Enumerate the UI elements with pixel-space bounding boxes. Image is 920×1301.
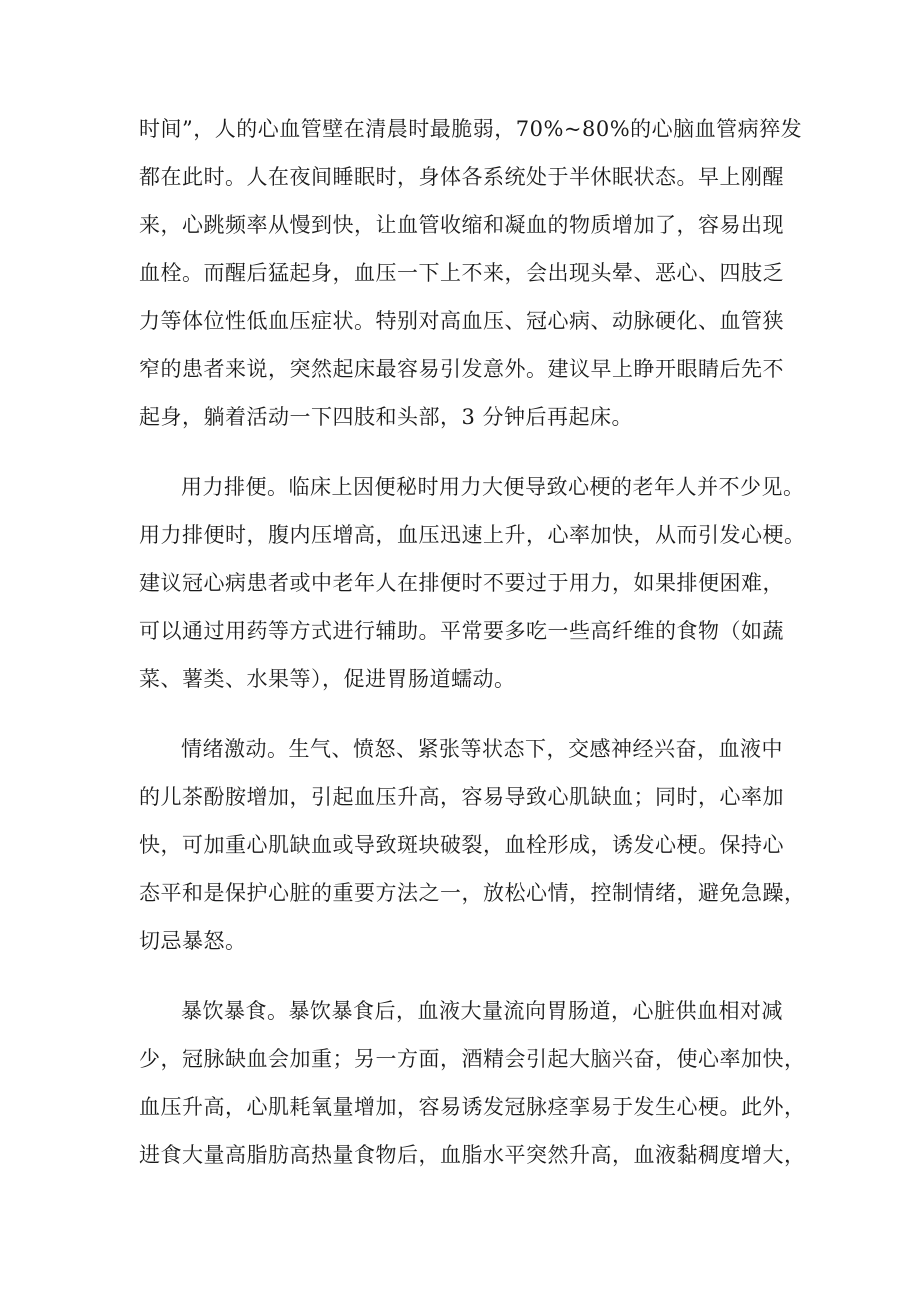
text-line: 来，心跳频率从慢到快，让血管收缩和凝血的物质增加了，容易出现 — [139, 213, 784, 237]
document-body — [139, 105, 806, 1179]
text-line: 的儿茶酚胺增加，引起血压升高，容易导致心肌缺血；同时，心率加 — [139, 785, 784, 809]
text-line: 少，冠脉缺血会加重；另一方面，酒精会引起大脑兴奋，使心率加快， — [139, 1047, 806, 1071]
paragraph-straining — [139, 463, 806, 703]
text-line: 切忌暴怒。 — [139, 929, 247, 953]
text-line: 都在此时。人在夜间睡眠时，身体各系统处于半休眠状态。早上刚醒 — [139, 165, 784, 189]
text-line: 情绪激动。生气、愤怒、紧张等状态下，交感神经兴奋，血液中 — [181, 737, 783, 761]
text-line: 用力排便。临床上因便秘时用力大便导致心梗的老年人并不少见。 — [181, 475, 805, 499]
text-line: 可以通过用药等方式进行辅助。平常要多吃一些高纤维的食物（如蔬 — [139, 619, 784, 643]
text-line: 暴饮暴食。暴饮暴食后，血液大量流向胃肠道，心脏供血相对减 — [181, 999, 783, 1023]
text-line: 态平和是保护心脏的重要方法之一，放松心情，控制情绪，避免急躁， — [139, 881, 806, 905]
text-line: 菜、薯类、水果等），促进胃肠道蠕动。 — [139, 667, 516, 691]
text-line: 进食大量高脂肪高热量食物后，血脂水平突然升高，血液黏稠度增大， — [139, 1143, 806, 1167]
text-line: 窄的患者来说，突然起床最容易引发意外。建议早上睁开眼睛后先不 — [139, 357, 784, 381]
text-line: 时间”，人的心血管壁在清晨时最脆弱，70%~80%的心脑血管病猝发 — [139, 117, 803, 141]
text-line: 血栓。而醒后猛起身，血压一下上不来，会出现头晕、恶心、四肢乏 — [139, 261, 784, 285]
paragraph-morning-rising — [139, 105, 803, 441]
text-line: 血压升高，心肌耗氧量增加，容易诱发冠脉痉挛易于发生心梗。此外， — [139, 1095, 806, 1119]
text-line: 起身，躺着活动一下四肢和头部，3 分钟后再起床。 — [139, 405, 634, 429]
paragraph-overeating — [139, 987, 806, 1179]
text-line: 快，可加重心肌缺血或导致斑块破裂，血栓形成，诱发心梗。保持心 — [139, 833, 784, 857]
text-line: 用力排便时，腹内压增高，血压迅速上升，心率加快，从而引发心梗。 — [139, 523, 806, 547]
text-line: 力等体位性低血压症状。特别对高血压、冠心病、动脉硬化、血管狭 — [139, 309, 784, 333]
paragraph-emotional-agitation — [139, 725, 806, 965]
text-line: 建议冠心病患者或中老年人在排便时不要过于用力，如果排便困难， — [139, 571, 784, 595]
